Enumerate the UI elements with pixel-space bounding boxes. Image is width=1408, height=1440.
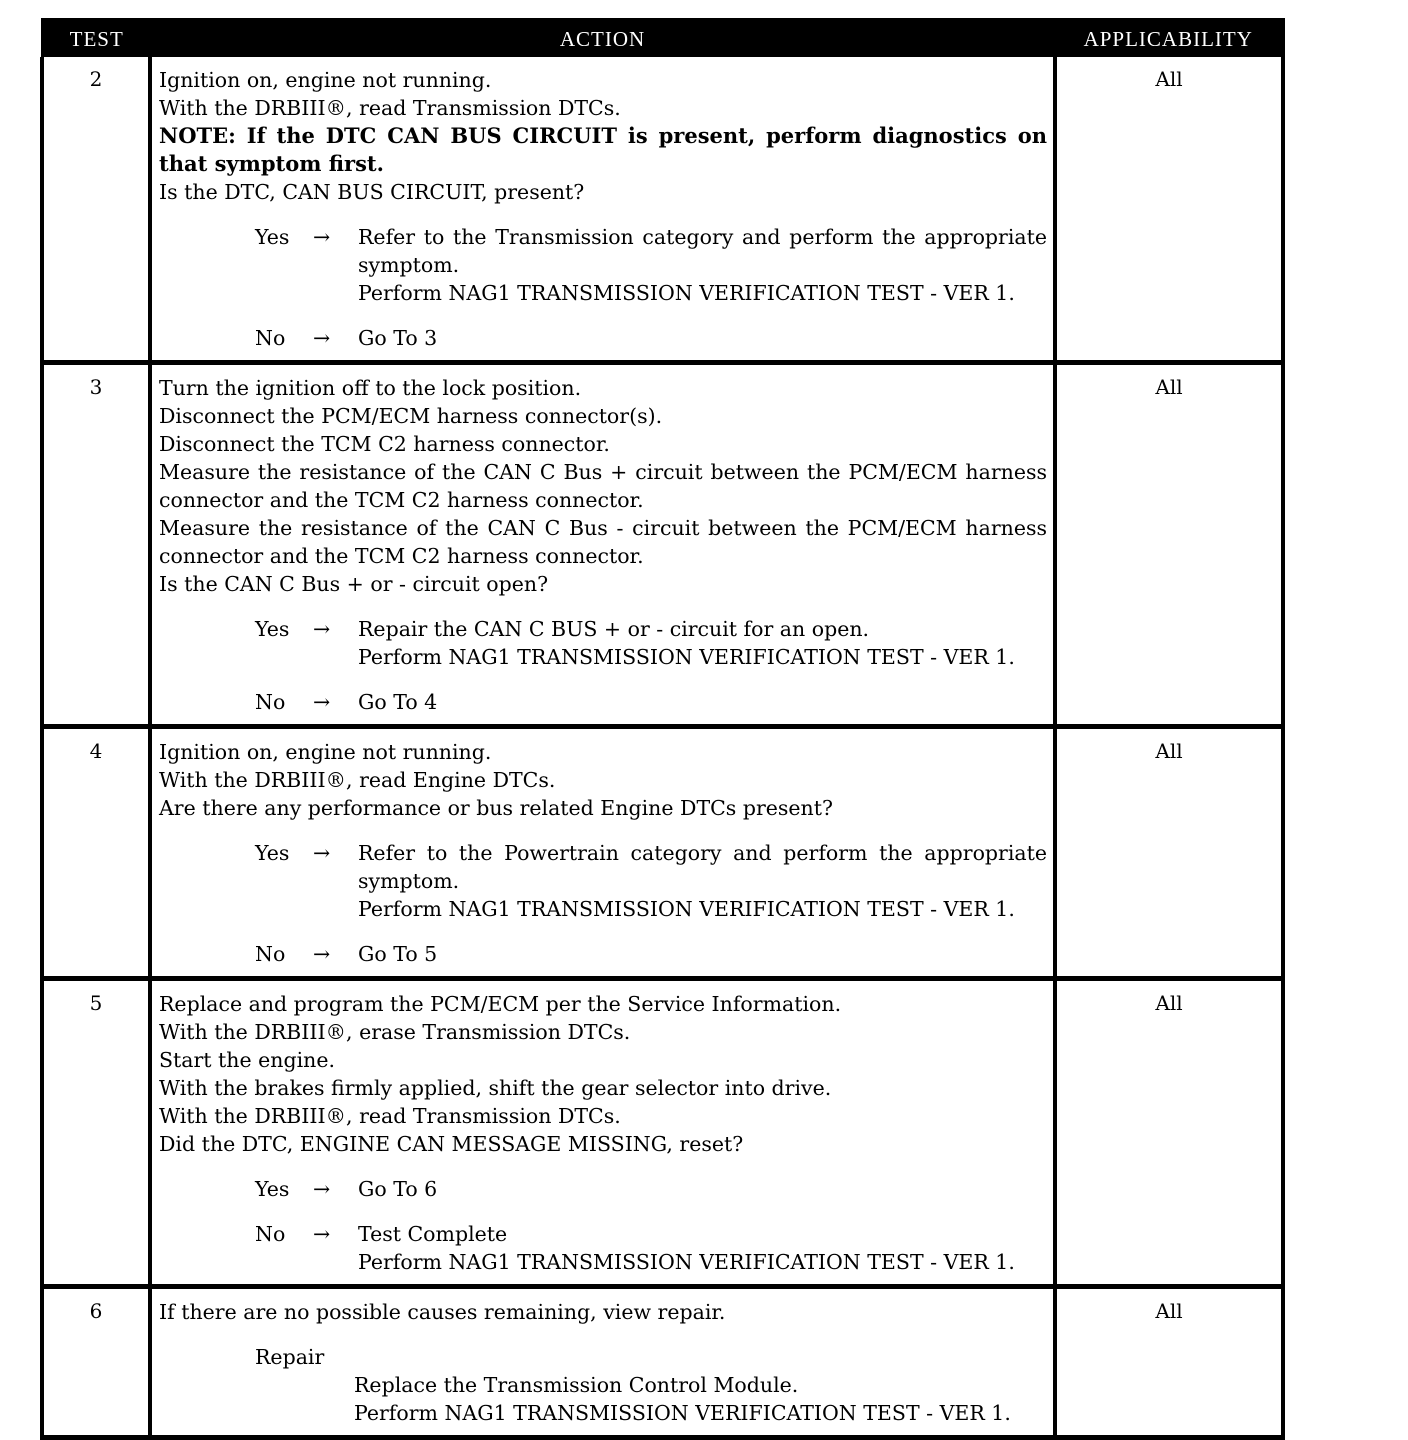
repair-block xyxy=(159,1343,1047,1427)
test-number: 6 xyxy=(42,1287,150,1438)
no-response-text xyxy=(358,688,1047,716)
repair-line: Replace the Transmission Control Module. xyxy=(354,1373,799,1397)
no-response-text xyxy=(358,940,1047,968)
repair-label: Repair xyxy=(255,1345,325,1369)
applicability-value: All xyxy=(1055,727,1283,979)
no-response xyxy=(159,940,1047,968)
table-row xyxy=(42,1287,1283,1438)
yes-response-line: Perform NAG1 TRANSMISSION VERIFICATION TEST - VER 1. xyxy=(358,897,1015,921)
yes-response xyxy=(159,615,1047,671)
action-line: With the brakes firmly applied, shift the gear selector into drive. xyxy=(159,1076,832,1100)
yes-response-text xyxy=(358,839,1047,923)
no-response-text xyxy=(358,324,1047,352)
yes-response-line: Perform NAG1 TRANSMISSION VERIFICATION TEST - VER 1. xyxy=(358,645,1015,669)
test-number: 2 xyxy=(42,57,150,363)
no-response-line: Go To 3 xyxy=(358,326,438,350)
arrow-icon: → xyxy=(313,326,331,350)
arrow-icon: → xyxy=(313,1177,331,1201)
action-cell xyxy=(150,1287,1055,1438)
action-line: With the DRBIII®, read Engine DTCs. xyxy=(159,768,556,792)
table-header-row xyxy=(42,20,1283,58)
action-line: With the DRBIII®, read Transmission DTCs. xyxy=(159,96,621,120)
header-applicability: APPLICABILITY xyxy=(1055,20,1283,58)
no-response-line: Test Complete xyxy=(358,1222,508,1246)
yes-label: Yes xyxy=(255,841,290,865)
action-cell xyxy=(150,363,1055,727)
arrow-icon: → xyxy=(313,225,331,249)
no-response-line: Go To 5 xyxy=(358,942,438,966)
no-response-line: Perform NAG1 TRANSMISSION VERIFICATION TEST - VER 1. xyxy=(358,1250,1015,1274)
action-line: Disconnect the PCM/ECM harness connector(s). xyxy=(159,404,663,428)
yes-response xyxy=(159,223,1047,307)
applicability-value: All xyxy=(1055,363,1283,727)
diagnostic-test-table xyxy=(40,18,1285,1440)
action-line: Measure the resistance of the CAN C Bus - circuit between the PCM/ECM harness connector and the TCM C2 harness connector. xyxy=(159,516,1047,568)
no-response-text xyxy=(358,1220,1047,1276)
note-text: NOTE: If the DTC CAN BUS CIRCUIT is present, perform diagnostics on that symptom first. xyxy=(159,123,1047,176)
yes-response-text xyxy=(358,1175,1047,1203)
action-line: Are there any performance or bus related Engine DTCs present? xyxy=(159,796,833,820)
table-row xyxy=(42,363,1283,727)
yes-response-line: Repair the CAN C BUS + or - circuit for an open. xyxy=(358,617,870,641)
arrow-icon: → xyxy=(313,841,331,865)
no-response-line: Go To 4 xyxy=(358,690,438,714)
yes-response-line: Refer to the Powertrain category and perform the appropriate symptom. xyxy=(358,841,1047,893)
action-cell xyxy=(150,727,1055,979)
yes-response-text xyxy=(358,223,1047,307)
header-test: TEST xyxy=(42,20,150,58)
action-line: Start the engine. xyxy=(159,1048,336,1072)
action-cell xyxy=(150,57,1055,363)
action-line: With the DRBIII®, erase Transmission DTCs. xyxy=(159,1020,631,1044)
no-label: No xyxy=(255,942,286,966)
no-response xyxy=(159,1220,1047,1276)
action-line: Measure the resistance of the CAN C Bus + circuit between the PCM/ECM harness connector and the TCM C2 harness connector. xyxy=(159,460,1047,512)
arrow-icon: → xyxy=(313,1222,331,1246)
action-cell xyxy=(150,979,1055,1287)
yes-response xyxy=(159,839,1047,923)
action-line: Ignition on, engine not running. xyxy=(159,68,492,92)
yes-response xyxy=(159,1175,1047,1203)
table-row xyxy=(42,979,1283,1287)
applicability-value: All xyxy=(1055,1287,1283,1438)
test-number: 5 xyxy=(42,979,150,1287)
yes-label: Yes xyxy=(255,617,290,641)
yes-response-line: Go To 6 xyxy=(358,1177,438,1201)
test-number: 4 xyxy=(42,727,150,979)
header-action: ACTION xyxy=(150,20,1055,58)
action-line: Did the DTC, ENGINE CAN MESSAGE MISSING, reset? xyxy=(159,1132,744,1156)
action-line: Turn the ignition off to the lock position. xyxy=(159,376,582,400)
yes-response-line: Refer to the Transmission category and perform the appropriate symptom. xyxy=(358,225,1047,277)
action-line: Ignition on, engine not running. xyxy=(159,740,492,764)
table-row xyxy=(42,57,1283,363)
no-response xyxy=(159,688,1047,716)
action-line: If there are no possible causes remaining, view repair. xyxy=(159,1300,726,1324)
action-line: Disconnect the TCM C2 harness connector. xyxy=(159,432,610,456)
arrow-icon: → xyxy=(313,690,331,714)
repair-line: Perform NAG1 TRANSMISSION VERIFICATION TEST - VER 1. xyxy=(354,1401,1011,1425)
applicability-value: All xyxy=(1055,57,1283,363)
action-line: With the DRBIII®, read Transmission DTCs. xyxy=(159,1104,621,1128)
repair-text xyxy=(159,1371,1047,1427)
applicability-value: All xyxy=(1055,979,1283,1287)
yes-response-line: Perform NAG1 TRANSMISSION VERIFICATION TEST - VER 1. xyxy=(358,281,1015,305)
table-row xyxy=(42,727,1283,979)
no-label: No xyxy=(255,326,286,350)
yes-label: Yes xyxy=(255,225,290,249)
yes-label: Yes xyxy=(255,1177,290,1201)
yes-response-text xyxy=(358,615,1047,671)
action-line: Replace and program the PCM/ECM per the Service Information. xyxy=(159,992,842,1016)
action-line: Is the CAN C Bus + or - circuit open? xyxy=(159,572,549,596)
no-label: No xyxy=(255,1222,286,1246)
question-line: Is the DTC, CAN BUS CIRCUIT, present? xyxy=(159,180,585,204)
arrow-icon: → xyxy=(313,617,331,641)
no-label: No xyxy=(255,690,286,714)
arrow-icon: → xyxy=(313,942,331,966)
test-number: 3 xyxy=(42,363,150,727)
no-response xyxy=(159,324,1047,352)
